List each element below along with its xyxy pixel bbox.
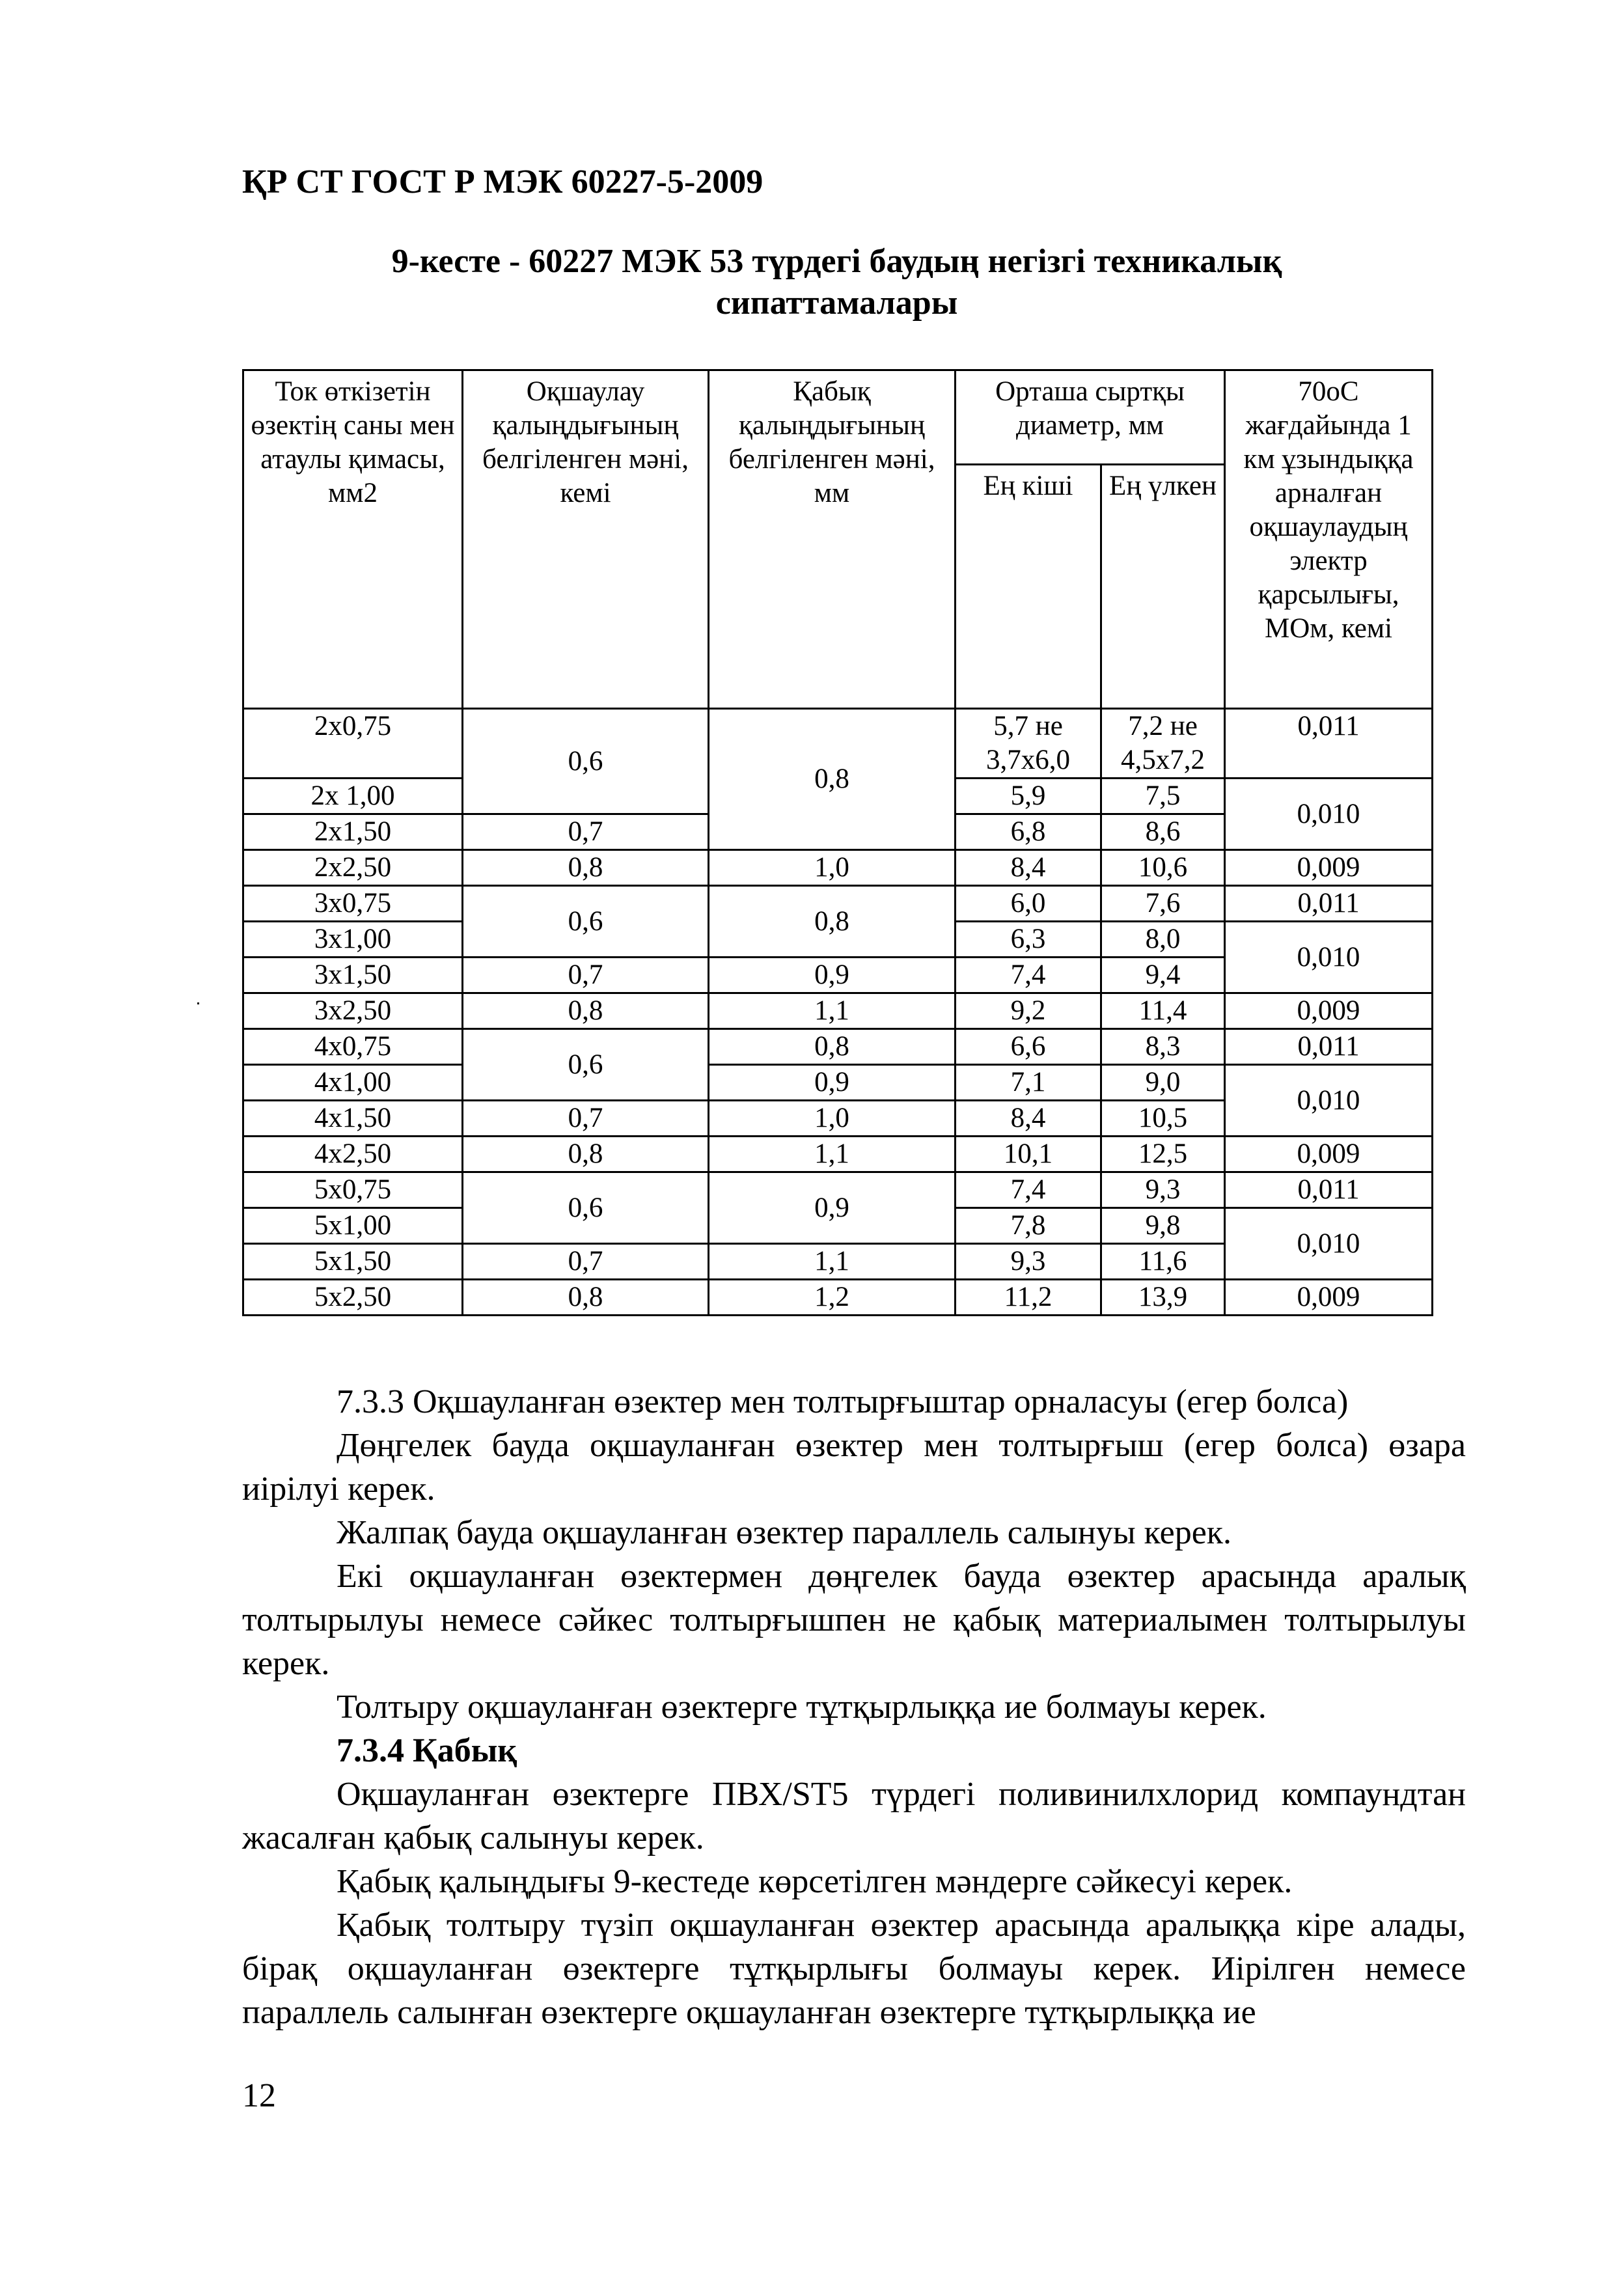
header-diameter-min: Ең кіші bbox=[956, 465, 1101, 709]
cell-diameter-max: 11,6 bbox=[1101, 1244, 1225, 1280]
cell-insulation: 0,6 bbox=[463, 1029, 709, 1101]
cell-conductors: 5x1,50 bbox=[243, 1244, 463, 1280]
document-code-header: ҚР СТ ГОСТ Р МЭК 60227-5-2009 bbox=[242, 163, 764, 200]
cell-sheath: 1,1 bbox=[709, 1137, 956, 1172]
cell-insulation: 0,6 bbox=[463, 709, 709, 814]
cell-diameter-min: 6,6 bbox=[956, 1029, 1101, 1065]
cell-conductors: 2x0,75 bbox=[243, 709, 463, 779]
cell-diameter-min: 9,2 bbox=[956, 993, 1101, 1029]
cell-diameter-min: 8,4 bbox=[956, 1101, 1101, 1137]
table-row bbox=[243, 1280, 1433, 1316]
cell-sheath: 0,8 bbox=[709, 1029, 956, 1065]
cell-diameter-max: 11,4 bbox=[1101, 993, 1225, 1029]
table-header-row bbox=[243, 370, 1433, 465]
header-outer-diameter: Орташа сыртқы диаметр, мм bbox=[956, 370, 1225, 465]
table-caption bbox=[242, 241, 1431, 324]
cell-insulation: 0,8 bbox=[463, 1137, 709, 1172]
cell-diameter-max: 8,3 bbox=[1101, 1029, 1225, 1065]
cell-sheath: 0,8 bbox=[709, 709, 956, 850]
cell-insulation: 0,7 bbox=[463, 1244, 709, 1280]
cell-diameter-max: 7,2 не 4,5x7,2 bbox=[1101, 709, 1225, 779]
paragraph: Екі оқшауланған өзектермен дөңгелек бауда өзектер арасында аралық толтырылуы немесе сәйкес толтырғышпен не қабық материалымен толтырылуы керек. bbox=[242, 1558, 1466, 1682]
cable-specs-table bbox=[242, 369, 1433, 1316]
table-row bbox=[243, 1172, 1433, 1208]
cell-sheath: 1,2 bbox=[709, 1280, 956, 1316]
cell-diameter-min: 5,9 bbox=[956, 779, 1101, 814]
paragraph: Қабық қалыңдығы 9-кестеде көрсетілген мәндерге сәйкесуі керек. bbox=[337, 1863, 1293, 1900]
paragraph: Дөңгелек бауда оқшауланған өзектер мен толтырғыш (егер болса) өзара иірілуі керек. bbox=[242, 1427, 1466, 1508]
section-7-3-4-heading: 7.3.4 Қабық bbox=[337, 1732, 517, 1769]
cell-resistance: 0,011 bbox=[1225, 1029, 1433, 1065]
cell-conductors: 5x2,50 bbox=[243, 1280, 463, 1316]
cell-diameter-max: 10,5 bbox=[1101, 1101, 1225, 1137]
header-insulation-thickness: Оқшаулау қалыңдығының белгіленген мәні, кемі bbox=[463, 370, 709, 709]
cell-sheath: 1,0 bbox=[709, 850, 956, 886]
cell-diameter-max: 13,9 bbox=[1101, 1280, 1225, 1316]
cell-diameter-max: 12,5 bbox=[1101, 1137, 1225, 1172]
header-sheath-thickness: Қабық қалыңдығының белгіленген мәні, мм bbox=[709, 370, 956, 709]
cell-conductors: 4x2,50 bbox=[243, 1137, 463, 1172]
cell-insulation: 0,7 bbox=[463, 814, 709, 850]
cell-diameter-min: 8,4 bbox=[956, 850, 1101, 886]
cell-diameter-min: 10,1 bbox=[956, 1137, 1101, 1172]
cell-diameter-min: 6,8 bbox=[956, 814, 1101, 850]
cell-insulation: 0,8 bbox=[463, 850, 709, 886]
table-row bbox=[243, 993, 1433, 1029]
cell-diameter-max: 9,4 bbox=[1101, 958, 1225, 993]
paragraph: Жалпақ бауда оқшауланған өзектер параллель салынуы керек. bbox=[337, 1514, 1232, 1551]
cell-sheath: 1,1 bbox=[709, 1244, 956, 1280]
section-7-3-3-heading: 7.3.3 Оқшауланған өзектер мен толтырғыштар орналасуы (егер болса) bbox=[337, 1383, 1349, 1420]
header-diameter-max: Ең үлкен bbox=[1101, 465, 1225, 709]
paragraph: Қабық толтыру түзіп оқшауланған өзектер арасында аралыққа кіре алады, бірақ оқшауланған өзектерге тұтқырлығы болмауы керек. Иірілген немесе параллель салынған өзектерге оқшауланған өзектерге тұтқырлыққа ие bbox=[242, 1907, 1466, 2031]
cell-conductors: 2x2,50 bbox=[243, 850, 463, 886]
cell-resistance: 0,011 bbox=[1225, 1172, 1433, 1208]
cell-diameter-min: 5,7 не 3,7x6,0 bbox=[956, 709, 1101, 779]
cell-diameter-min: 7,1 bbox=[956, 1065, 1101, 1101]
cell-insulation: 0,6 bbox=[463, 1172, 709, 1244]
cell-diameter-min: 7,4 bbox=[956, 958, 1101, 993]
cell-resistance: 0,010 bbox=[1225, 1208, 1433, 1280]
cell-resistance: 0,010 bbox=[1225, 779, 1433, 850]
cell-diameter-min: 11,2 bbox=[956, 1280, 1101, 1316]
cell-diameter-max: 9,8 bbox=[1101, 1208, 1225, 1244]
cell-diameter-max: 9,0 bbox=[1101, 1065, 1225, 1101]
cell-resistance: 0,009 bbox=[1225, 1137, 1433, 1172]
cell-resistance: 0,009 bbox=[1225, 1280, 1433, 1316]
cell-diameter-max: 7,6 bbox=[1101, 886, 1225, 922]
cell-conductors: 4x1,00 bbox=[243, 1065, 463, 1101]
cell-conductors: 3x1,00 bbox=[243, 922, 463, 958]
cell-resistance: 0,011 bbox=[1225, 886, 1433, 922]
cell-diameter-max: 8,0 bbox=[1101, 922, 1225, 958]
cell-insulation: 0,8 bbox=[463, 1280, 709, 1316]
table-row bbox=[243, 1029, 1433, 1065]
cell-insulation: 0,7 bbox=[463, 1101, 709, 1137]
cell-conductors: 3x1,50 bbox=[243, 958, 463, 993]
cell-diameter-min: 9,3 bbox=[956, 1244, 1101, 1280]
cell-diameter-min: 6,3 bbox=[956, 922, 1101, 958]
cell-conductors: 5x1,00 bbox=[243, 1208, 463, 1244]
cell-conductors: 3x0,75 bbox=[243, 886, 463, 922]
cell-diameter-max: 7,5 bbox=[1101, 779, 1225, 814]
page-number: 12 bbox=[242, 2077, 276, 2114]
cell-sheath: 1,1 bbox=[709, 993, 956, 1029]
cell-insulation: 0,7 bbox=[463, 958, 709, 993]
body-text bbox=[242, 1380, 1466, 2034]
cell-insulation: 0,6 bbox=[463, 886, 709, 958]
scan-speck bbox=[197, 1002, 199, 1004]
cell-insulation: 0,8 bbox=[463, 993, 709, 1029]
cell-diameter-max: 8,6 bbox=[1101, 814, 1225, 850]
cell-resistance: 0,011 bbox=[1225, 709, 1433, 779]
header-insulation-resistance: 70оС жағдайында 1 км ұзындыққа арналған оқшаулаудың электр қарсылығы, МОм, кемі bbox=[1225, 370, 1433, 709]
cell-sheath: 0,9 bbox=[709, 1065, 956, 1101]
cell-conductors: 2x1,50 bbox=[243, 814, 463, 850]
cell-resistance: 0,009 bbox=[1225, 850, 1433, 886]
cell-sheath: 1,0 bbox=[709, 1101, 956, 1137]
table-caption-line-1: 9-кесте - 60227 МЭК 53 түрдегі баудың негізгі техникалық bbox=[391, 243, 1282, 280]
header-conductors: Ток өткізетін өзектің саны мен атаулы қимасы, мм2 bbox=[243, 370, 463, 709]
cell-sheath: 0,9 bbox=[709, 958, 956, 993]
paragraph: Оқшауланған өзектерге ПВХ/ST5 түрдегі поливинилхлорид компаундтан жасалған қабық салынуы керек. bbox=[242, 1776, 1466, 1856]
cell-resistance: 0,010 bbox=[1225, 1065, 1433, 1137]
cell-diameter-max: 10,6 bbox=[1101, 850, 1225, 886]
cell-diameter-min: 7,4 bbox=[956, 1172, 1101, 1208]
cell-conductors: 2x 1,00 bbox=[243, 779, 463, 814]
paragraph: Толтыру оқшауланған өзектерге тұтқырлыққа ие болмауы керек. bbox=[337, 1689, 1267, 1726]
table-row bbox=[243, 1065, 1433, 1101]
cell-conductors: 5x0,75 bbox=[243, 1172, 463, 1208]
cell-sheath: 0,8 bbox=[709, 886, 956, 958]
cell-diameter-min: 7,8 bbox=[956, 1208, 1101, 1244]
table-caption-line-2: сипаттамалары bbox=[715, 284, 958, 322]
table-row bbox=[243, 1137, 1433, 1172]
table-row bbox=[243, 850, 1433, 886]
cell-conductors: 4x1,50 bbox=[243, 1101, 463, 1137]
cell-conductors: 4x0,75 bbox=[243, 1029, 463, 1065]
cell-diameter-min: 6,0 bbox=[956, 886, 1101, 922]
cell-conductors: 3x2,50 bbox=[243, 993, 463, 1029]
cell-sheath: 0,9 bbox=[709, 1172, 956, 1244]
cell-resistance: 0,009 bbox=[1225, 993, 1433, 1029]
cell-diameter-max: 9,3 bbox=[1101, 1172, 1225, 1208]
table-row bbox=[243, 709, 1433, 779]
cell-resistance: 0,010 bbox=[1225, 922, 1433, 993]
table-row bbox=[243, 886, 1433, 922]
